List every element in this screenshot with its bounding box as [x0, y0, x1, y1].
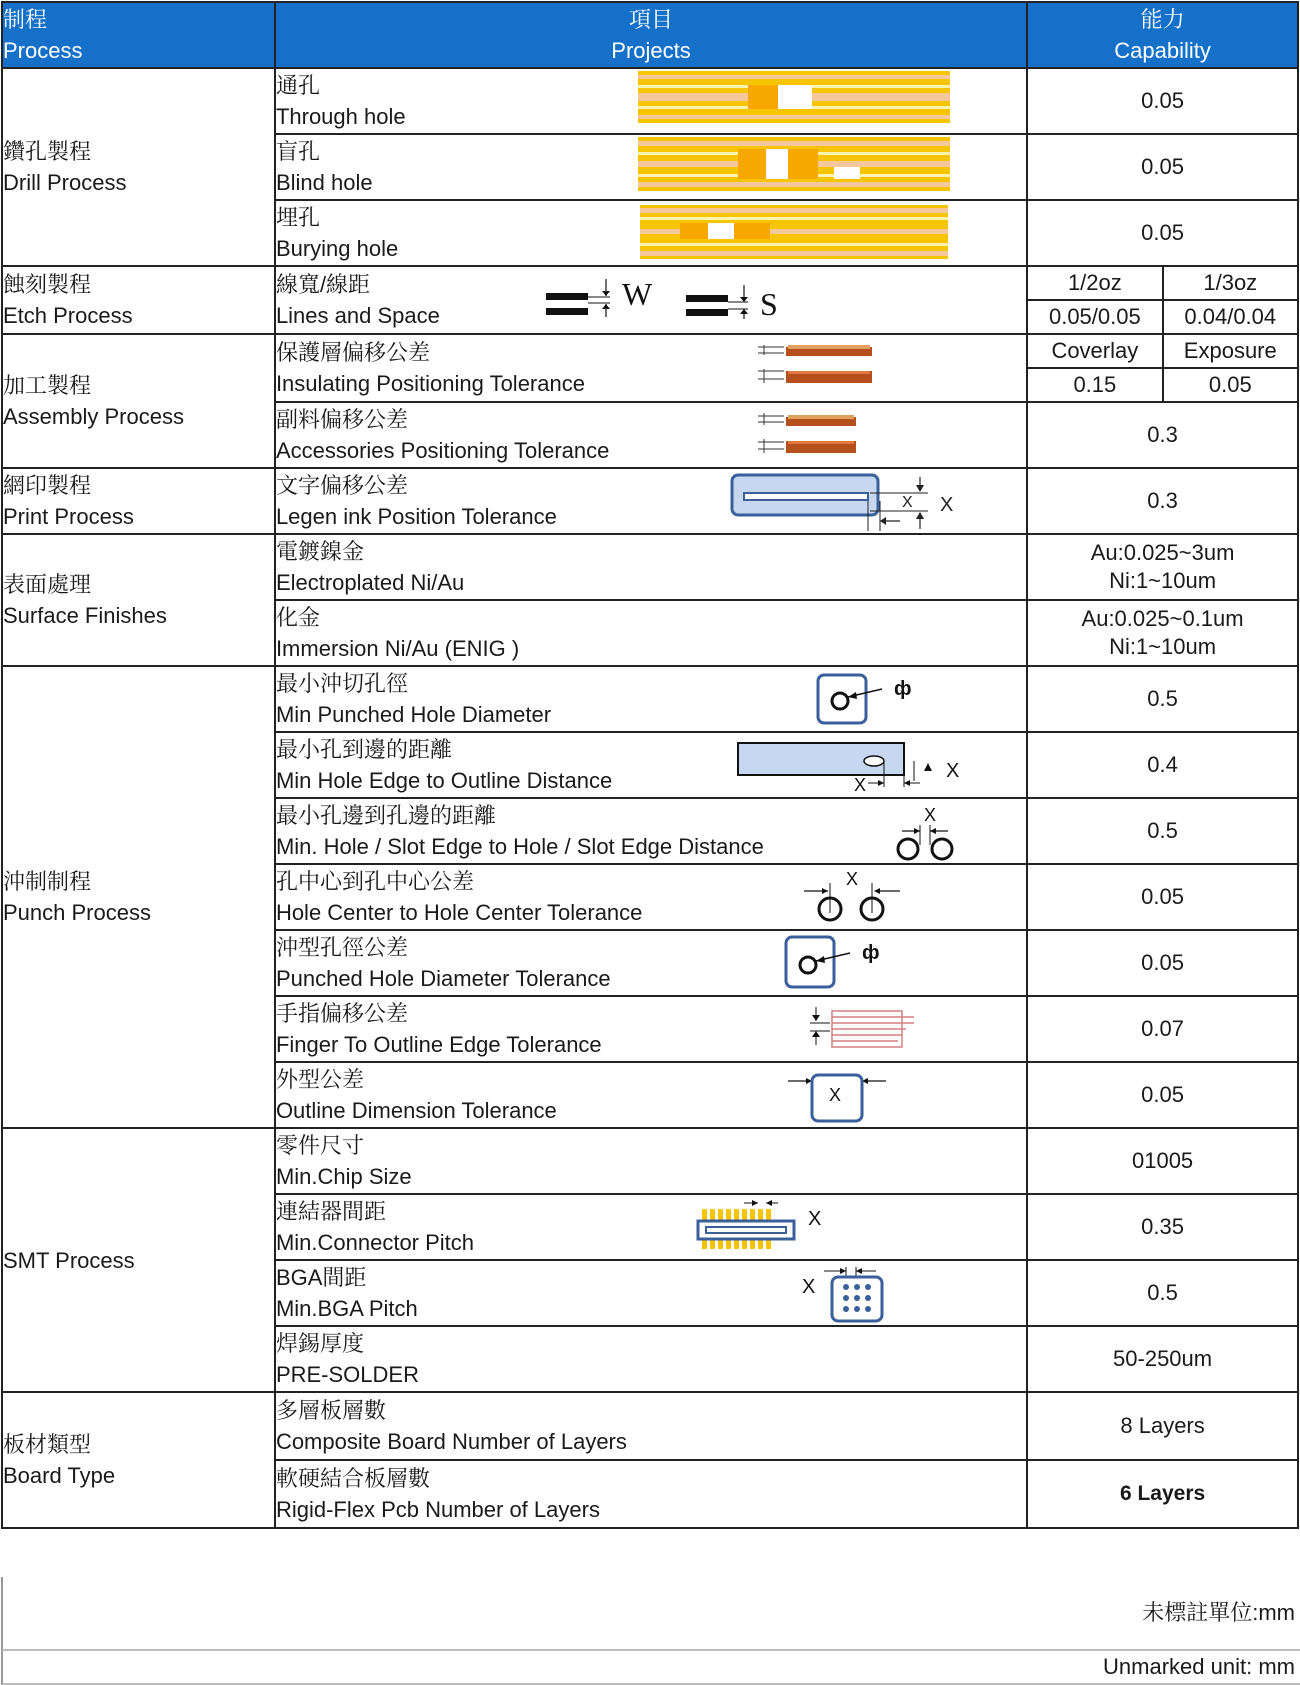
- value-cell: 0.05/0.05: [1027, 300, 1162, 334]
- project-cell: 線寬/線距 Lines and Space W S: [275, 266, 1027, 334]
- project-cell: 副料偏移公差 Accessories Positioning Tolerance: [275, 402, 1027, 468]
- value-cell: 0.5: [1027, 798, 1298, 864]
- subheader-cell: Coverlay: [1027, 334, 1162, 368]
- value-cell: 0.05: [1027, 1062, 1298, 1128]
- project-cell: 連結器間距 Min.Connector Pitch X: [275, 1194, 1027, 1260]
- project-cell: 零件尺寸 Min.Chip Size: [275, 1128, 1027, 1194]
- value-cell: 0.4: [1027, 732, 1298, 798]
- header-row: [2, 2, 1298, 68]
- process-smt: SMT Process: [2, 1128, 275, 1392]
- value-cell: 0.5: [1027, 1260, 1298, 1326]
- project-cell: 多層板層數 Composite Board Number of Layers: [275, 1392, 1027, 1460]
- project-cell: 外型公差 Outline Dimension Tolerance X: [275, 1062, 1027, 1128]
- value-cell: 0.5: [1027, 666, 1298, 732]
- svg-text:X: X: [923, 805, 936, 825]
- svg-text:X: X: [901, 494, 913, 511]
- svg-text:W: W: [621, 276, 653, 312]
- value-cell: 01005: [1027, 1128, 1298, 1194]
- project-cell: 軟硬結合板層數 Rigid-Flex Pcb Number of Layers: [275, 1460, 1027, 1528]
- value-cell: 0.05: [1027, 864, 1298, 930]
- footer-note-zh: 未標註單位:mm: [1, 1577, 1300, 1651]
- project-cell: BGA間距 Min.BGA Pitch X: [275, 1260, 1027, 1326]
- project-cell: 焊錫厚度 PRE-SOLDER: [275, 1326, 1027, 1392]
- svg-text:X: X: [939, 494, 954, 516]
- project-cell: 最小沖切孔徑 Min Punched Hole Diameter ф: [275, 666, 1027, 732]
- table-row: [2, 1128, 1298, 1194]
- svg-text:ф: ф: [893, 678, 912, 700]
- capability-table: [1, 1, 1299, 1529]
- project-cell: 保護層偏移公差 Insulating Positioning Tolerance: [275, 334, 1027, 402]
- value-cell: Au:0.025~3um Ni:1~10um: [1027, 534, 1298, 600]
- svg-text:X: X: [801, 1276, 816, 1298]
- subheader-cell: Exposure: [1163, 334, 1298, 368]
- project-cell: 盲孔 Blind hole: [275, 134, 1027, 200]
- project-cell: 最小孔邊到孔邊的距離 Min. Hole / Slot Edge to Hole / Slot Edge Distance X: [275, 798, 1027, 864]
- project-cell: 電鍍鎳金 Electroplated Ni/Au: [275, 534, 1027, 600]
- value-cell: 0.04/0.04: [1163, 300, 1298, 334]
- svg-text:X: X: [807, 1208, 822, 1230]
- value-cell: 0.05: [1027, 68, 1298, 134]
- value-cell: Au:0.025~0.1um Ni:1~10um: [1027, 600, 1298, 666]
- svg-text:S: S: [759, 286, 778, 321]
- header-projects: 項目 Projects: [275, 2, 1027, 68]
- table-row: [2, 266, 1298, 300]
- value-cell: 0.05: [1163, 368, 1298, 402]
- value-cell: 8 Layers: [1027, 1392, 1298, 1460]
- project-cell: 埋孔 Burying hole: [275, 200, 1027, 266]
- process-board: 板材類型 Board Type: [2, 1392, 275, 1528]
- value-cell: 0.3: [1027, 402, 1298, 468]
- table-row: [2, 468, 1298, 534]
- table-row: [2, 1392, 1298, 1460]
- project-cell: 化金 Immersion Ni/Au (ENIG ): [275, 600, 1027, 666]
- project-cell: 最小孔到邊的距離 Min Hole Edge to Outline Distance X X: [275, 732, 1027, 798]
- process-punch: 沖制制程 Punch Process: [2, 666, 275, 1128]
- header-process: 制程 Process: [2, 2, 275, 68]
- project-cell: 文字偏移公差 Legen ink Position Tolerance X X: [275, 468, 1027, 534]
- svg-text:ф: ф: [861, 942, 880, 964]
- value-cell: 0.05: [1027, 134, 1298, 200]
- project-cell: 孔中心到孔中心公差 Hole Center to Hole Center Tolerance X: [275, 864, 1027, 930]
- value-cell: 50-250um: [1027, 1326, 1298, 1392]
- project-cell: 手指偏移公差 Finger To Outline Edge Tolerance: [275, 996, 1027, 1062]
- table-row: [2, 334, 1298, 368]
- value-cell: 0.07: [1027, 996, 1298, 1062]
- process-assembly: 加工製程 Assembly Process: [2, 334, 275, 468]
- value-cell: 0.05: [1027, 200, 1298, 266]
- process-print: 網印製程 Print Process: [2, 468, 275, 534]
- value-cell: 0.05: [1027, 930, 1298, 996]
- svg-text:X: X: [845, 869, 858, 889]
- subheader-cell: 1/2oz: [1027, 266, 1162, 300]
- subheader-cell: 1/3oz: [1163, 266, 1298, 300]
- svg-text:X: X: [945, 760, 960, 782]
- process-etch: 蝕刻製程 Etch Process: [2, 266, 275, 334]
- project-cell: 沖型孔徑公差 Punched Hole Diameter Tolerance ф: [275, 930, 1027, 996]
- value-cell: 0.15: [1027, 368, 1162, 402]
- project-cell: 通孔 Through hole: [275, 68, 1027, 134]
- process-drill: 鑽孔製程 Drill Process: [2, 68, 275, 266]
- table-row: [2, 666, 1298, 732]
- table-row: [2, 68, 1298, 134]
- value-cell: 0.3: [1027, 468, 1298, 534]
- svg-text:X: X: [828, 1085, 841, 1105]
- process-surface: 表面處理 Surface Finishes: [2, 534, 275, 666]
- footer-note-en: Unmarked unit: mm: [1, 1651, 1300, 1685]
- value-cell: 0.35: [1027, 1194, 1298, 1260]
- value-cell: 6 Layers: [1027, 1460, 1298, 1528]
- svg-text:X: X: [853, 775, 866, 793]
- table-row: [2, 534, 1298, 600]
- header-capability: 能力 Capability: [1027, 2, 1298, 68]
